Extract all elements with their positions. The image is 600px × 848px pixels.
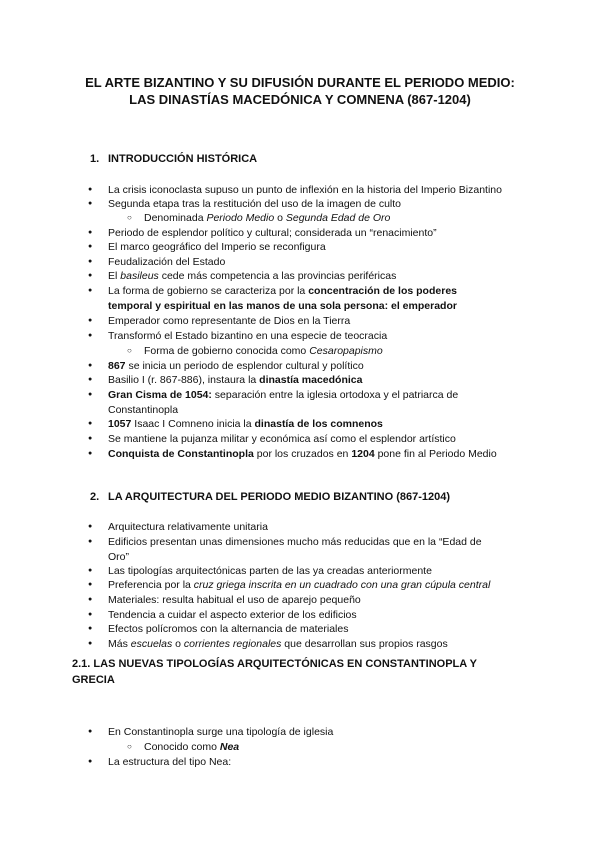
list-item: ● La forma de gobierno se caracteriza por la concentración de los poderes temporal y espiritual en las manos de una sola persona: el emperador xyxy=(108,284,528,313)
list-item: ● Transformó el Estado bizantino en una especie de teocracia xyxy=(108,329,528,344)
document-title-line-1: EL ARTE BIZANTINO Y SU DIFUSIÓN DURANTE EL PERIODO MEDIO: xyxy=(85,75,515,90)
list-item: ● El basileus cede más competencia a las provincias periféricas xyxy=(108,269,528,284)
list-item: ● La crisis iconoclasta supuso un punto de inflexión en la historia del Imperio Bizantino xyxy=(108,183,528,198)
section-2-title: LA ARQUITECTURA DEL PERIODO MEDIO BIZANTINO (867-1204) xyxy=(108,491,451,503)
list-item: ● Basilio I (r. 867-886), instaura la dinastía macedónica xyxy=(108,373,528,388)
list-item: ● Se mantiene la pujanza militar y económica así como el esplendor artístico xyxy=(108,432,528,447)
list-item: ● Conquista de Constantinopla por los cruzados en 1204 pone fin al Periodo Medio xyxy=(108,447,528,462)
list-item: ● En Constantinopla surge una tipología de iglesia xyxy=(108,725,528,740)
section-1-number: 1. xyxy=(90,153,100,165)
list-item: ● Las tipologías arquitectónicas parten de las ya creadas anteriormente xyxy=(108,564,528,579)
section-2-number: 2. xyxy=(90,491,100,503)
section-2-heading xyxy=(90,491,450,503)
list-item: ● 1057 Isaac I Comneno inicia la dinastía de los comnenos xyxy=(108,417,528,432)
list-item: ● Tendencia a cuidar el aspecto exterior de los edificios xyxy=(108,608,528,623)
list-item: ● 867 se inicia un periodo de esplendor cultural y político xyxy=(108,359,528,374)
list-item: ● Efectos polícromos con la alternancia de materiales xyxy=(108,622,528,637)
list-item: ● Edificios presentan unas dimensiones mucho más reducidas que en la “Edad de Oro” xyxy=(108,535,528,564)
list-item: ● Feudalización del Estado xyxy=(108,255,528,270)
sub-list-item: ○ Forma de gobierno conocida como Cesaropapismo xyxy=(144,344,524,359)
section-1-heading xyxy=(90,153,257,165)
list-item: ● Preferencia por la cruz griega inscrita en un cuadrado con una gran cúpula central xyxy=(108,578,528,593)
list-item: ● Materiales: resulta habitual el uso de aparejo pequeño xyxy=(108,593,528,608)
list-item: ● Arquitectura relativamente unitaria xyxy=(108,520,528,535)
sub-list-item: ○ Conocido como Nea xyxy=(144,740,524,755)
list-item: ● La estructura del tipo Nea: xyxy=(108,755,528,770)
list-item: ● Periodo de esplendor político y cultural; considerada un “renacimiento” xyxy=(108,226,528,241)
list-item: ● Emperador como representante de Dios en la Tierra xyxy=(108,314,528,329)
section-2-1-heading: 2.1. LAS NUEVAS TIPOLOGÍAS ARQUITECTÓNICAS EN CONSTANTINOPLA Y GRECIA xyxy=(72,658,477,686)
list-item: ● Más escuelas o corrientes regionales que desarrollan sus propios rasgos xyxy=(108,637,528,652)
list-item: ● Segunda etapa tras la restitución del uso de la imagen de culto xyxy=(108,197,528,212)
section-1-title: INTRODUCCIÓN HISTÓRICA xyxy=(108,153,258,165)
list-item: ● Gran Cisma de 1054: separación entre la iglesia ortodoxa y el patriarca de Constantinopla xyxy=(108,388,528,417)
document-title-line-2: LAS DINASTÍAS MACEDÓNICA Y COMNENA (867-1204) xyxy=(129,92,471,107)
sub-list-item: ○ Denominada Periodo Medio o Segunda Edad de Oro xyxy=(144,211,524,226)
list-item: ● El marco geográfico del Imperio se reconfigura xyxy=(108,240,528,255)
